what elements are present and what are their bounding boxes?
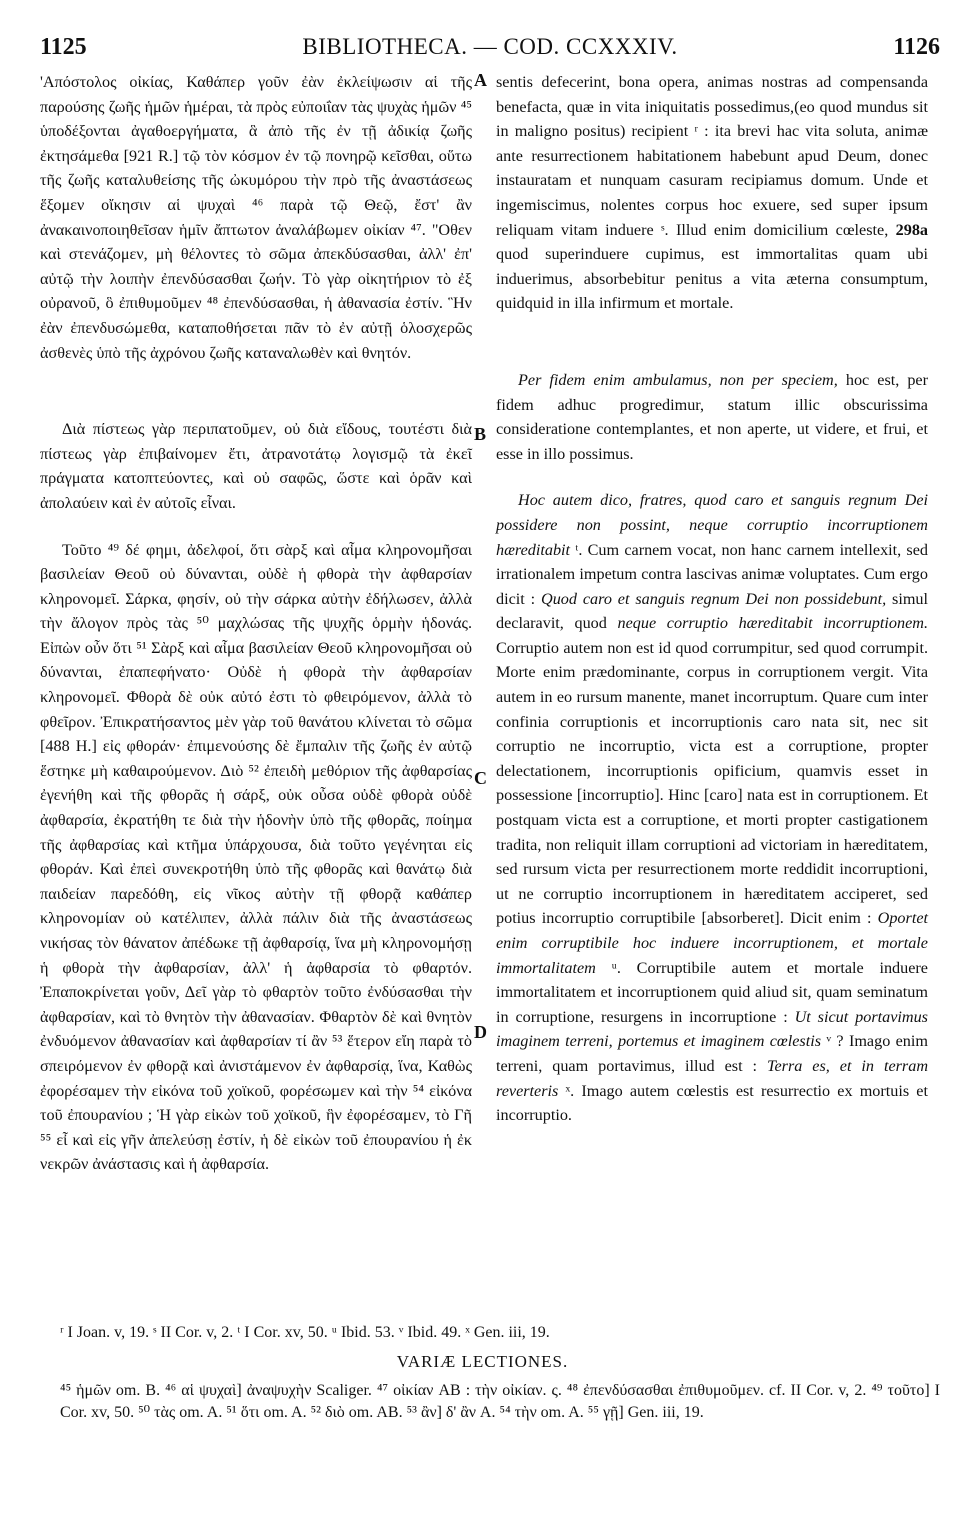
- latin-p2-quote: Per fidem enim ambulamus, non per speciem,: [518, 370, 838, 389]
- latin-p3-quote-5: Ut sicut portavimus imaginem terreni, portemus et imaginem cœlestis: [496, 1007, 928, 1051]
- latin-p3-text-1: ᵗ. Cum carnem vocat, non hanc carnem intellexit, sed irrationalem impetum contra lascivas animæ voluptates. Cum ergo dicit :: [496, 540, 928, 608]
- latin-p3-quote-3: neque corruptio hæreditabit incorruptionem.: [617, 614, 929, 633]
- latin-p3-text-6: ˣ. Imago autem cœlestis est resurrectio ex mortuis et incorruptio.: [496, 1081, 928, 1125]
- latin-p3-quote-6: Terra es, et in terram reverteris: [496, 1056, 929, 1100]
- page-header: [40, 34, 940, 64]
- running-title: BIBLIOTHECA. — COD. CCXXXIV.: [302, 34, 678, 59]
- folio-number: 298a: [895, 220, 929, 239]
- latin-p3-quote-4: Oportet enim corruptibile hoc induere incorruptionem, et mortale immortalitatem: [496, 909, 928, 977]
- variae-lectiones-notes: ⁴⁵ ἡμῶν om. B. ⁴⁶ αἱ ψυχαὶ] ἀναψυχὴν Scaliger. ⁴⁷ οἰκίαν AB : τὴν οἰκίαν. ς. ⁴⁸ ἐπενδύσασθαι ἐπιθυμοῦμεν. cf. II Cor. v, 2. ⁴⁹ τοῦτο] I Cor. xv, 50. ⁵⁰ τὰς om. A. ⁵¹ ὅτι om. A. ⁵² διὸ om. AB. ⁵³ ἂν] δ' ἂν A. ⁵⁴ τὴν om. A. ⁵⁵ γῇ] Gen. iii, 19.: [60, 1382, 940, 1421]
- latin-p1-text: sentis defecerint, bona opera, animas nostras ad compensanda benefacta, quæ in vita iniquitatis possedimus,(eo quod mundus sit in maligno positus) recipient ʳ : ita brevi hac vita soluta, animæ ante resurrectionem habitationem habebunt apud Deum, donec instauratam et nunquam casuram recipiamus domum. Unde et ingemiscimus, nolentes corpus hoc exuere, sed super ipsum reliquam vitam induere ˢ. Illud enim domicilium cœleste,: [496, 73, 928, 239]
- right-page-number: 1126: [893, 34, 940, 60]
- latin-p3-text-5: ᵛ ? Imago enim terreni, quam portavimus, illud est :: [496, 1032, 928, 1075]
- variae-lectiones-heading: VARIÆ LECTIONES.: [396, 1352, 569, 1371]
- greek-paragraph-1: 'Απόστολος οἰκίας, Καθάπερ γοῦν ἐὰν ἐκλείψωσιν αἱ τῆς παρούσης ζωῆς ἡμῶν ἡμέραι, τὰ πρὸς εὐποιΐαν τὰς ψυχὰς ἡμῶν ⁴⁵ ὑποδέξονται ἀγαθοεργήματα, ἃ ἀπὸ τῆς ἐν τῇ ἀδικίᾳ ζωῆς ἐκτησάμεθα [921 R.] τῷ τὸν κόσμον ἐν τῷ πονηρῷ κεῖσθαι, οὕτω τῆς ζωῆς καταλυθείσης τῆς ὠκυμόρου τὴν πρὸ τῆς ἀναστάσεως ἕξομεν οἴκησιν αἱ ψυχαὶ ⁴⁶ παρὰ τῷ Θεῷ, ἔστ' ἂν ἀνακαινοποιηθεῖσαν ἡμῖν ἄπτωτον ἀναλάβωμεν οἰκίαν ⁴⁷. "Οθεν καὶ στενάζομεν, μὴ θέλοντες τὸ σῶμα ἀπεκδύσασθαι, ἀλλ' ἐπ' αὐτῷ τὴν λοιπὴν ἐπενδύσασθαι ζωήν. Τὸ γὰρ οἰκητήριον τὸ ἐξ οὐρανοῦ, ὃ ἐπιθυμοῦμεν ⁴⁸ ἐπενδύσασθαι, ἡ ἀθανασία ἐστίν. Ἣν ἐὰν ἐπενδυσώμεθα, καταποθήσεται πᾶν τὸ ἐν αὐτῇ ὁλοσχερῶς ἀσθενὲς ὑπὸ τῆς ἀχρόνου ζωῆς καταναλωθὲν καὶ θνητόν.: [40, 73, 472, 362]
- latin-paragraph-3: [496, 488, 928, 1127]
- latin-p3-text-2: simul declaravit, quod: [496, 589, 929, 633]
- latin-p3-text-3: Corruptio autem non est id quod corrumpitur, sed quod corrumpit. Morte enim prædominante, corpus in corruptionem vergit. Vita autem in eo rursum manente, manet incorruptum. Quare cum inter confinia corruptionis et incorruptionis caro nata sit, nec sit corruptio ne incorruptio, victa est a corruptione, propter delectationem, incorruptionis opificium, quamvis esset in possessione [incorruptio]. Hinc [caro] nata est in corruptionem. Et postquam victa est a corruptione, et morti propter castigationem tradita, non reliquit illam corruptioni ad victoriam in hæreditatem, sed rursum victa per resurrectionem morte reddidit incorruptioni, ut ne corruptio incorruptionem in hæreditatem acciperet, sed potius incorruptio corruptibile [absorberet]. Dicit enim :: [496, 638, 928, 928]
- greek-paragraph-3: Τοῦτο ⁴⁹ δέ φημι, ἀδελφοί, ὅτι σὰρξ καὶ αἷμα κληρονομῆσαι βασιλείαν Θεοῦ οὐ δύνανται, οὐδὲ ἡ φθορὰ τὴν ἀφθαρσίαν κληρονομεῖ. Σάρκα, φησίν, οὐ τὴν σάρκα αὐτὴν ἐδήλωσεν, ἀλλὰ τὴν ἄλογον πρὸς τὰς ⁵⁰ μαχλώσας τῆς ψυχῆς ὁρμὴν ἡδονάς. Εἰπὼν οὖν ὅτι ⁵¹ Σὰρξ καὶ αἷμα βασιλείαν Θεοῦ κληρονομῆσαι οὐ δύνανται, ἐπαπεφήνατο· Οὐδὲ ἡ φθορὰ τὴν ἀφθαρσίαν κληρονομεῖ. Φθορὰ δὲ οὐκ αὐτό ἐστι τὸ φθειρόμενον, ἀλλὰ τὸ φθεῖρον. Ἐπικρατήσαντος μὲν γὰρ τοῦ θανάτου κλίνεται τὸ σῶμα [488 H.] εἰς φθοράν· ἐπιμενούσης δὲ ἔμπαλιν τῆς ζωῆς ἐν αὐτῷ ἕστηκε μὴ καθαιρούμενον. Διὸ ⁵² ἐπειδὴ μεθόριον τῆς ἀφθαρσίας ἐγενήθη καὶ τῆς φθορᾶς ἡ σάρξ, οὐκ οὖσα οὐδὲ φθορὰ οὐδὲ ἀφθαρσία, ἐκρατήθη τε διὰ τὴν ἡδονὴν ὑπὸ τῆς φθορᾶς, ποίημα τῆς ἀφθαρσίας καὶ κτῆμα ὑπάρχουσα, διὰ τοῦτο γεγένηται εἰς φθοράν. Καὶ ἐπεὶ συνεκροτήθη ὑπὸ τῆς φθορᾶς καὶ θανάτῳ διὰ παιδείαν παρεδόθη, εἰς νῖκος αὐτὴν τῇ φθορᾷ καθάπερ κληρονομίαν οὐ κατέλιπεν, ἀλλὰ πάλιν διὰ τῆς ἀναστάσεως νικήσας τὸν θάνατον ἀπέδωκε τῇ ἀφθαρσίᾳ, ἵνα μὴ κληρονομήσῃ ἡ φθορὰ τὴν ἀφθαρσίαν, ἀλλ' ἡ ἀφθαρσία τὸ φθαρτόν. Ἐπαποκρίνεται γοῦν, Δεῖ γὰρ τὸ φθαρτὸν τοῦτο ἐνδύσασθαι τὴν ἀφθαρσίαν, καὶ τὸ θνητὸν τὴν ἀθανασίαν. Φθαρτὸν δὲ καὶ θνητὸν ἐνδυόμενον ἀθανασίαν καὶ ἀφθαρσίαν τί ἂν ⁵³ ἕτερον εἴη παρὰ τὸ σπειρόμενον ἐν φθορᾷ καὶ ἀνιστάμενον ἐν ἀφθαρσίᾳ, ἵνα, Καθὼς ἐφορέσαμεν τὴν εἰκόνα τοῦ χοϊκοῦ, φορέσωμεν καὶ τὴν ⁵⁴ εἰκόνα τοῦ ἐπουρανίου ; Ἡ γὰρ εἰκὼν τοῦ χοϊκοῦ, ἣν ἐφορέσαμεν, τὸ Γῆ ⁵⁵ εἶ καὶ εἰς γῆν ἀπελεύσῃ ἐστίν, ἡ δὲ εἰκὼν τοῦ ἐπουρανίου ἡ ἐκ νεκρῶν ἀνάστασις καὶ ἡ ἀφθαρσία.: [40, 540, 472, 1174]
- greek-paragraph-2: Διὰ πίστεως γὰρ περιπατοῦμεν, οὐ διὰ εἴδους, τουτέστι διὰ πίστεως γὰρ ἐπιβαίνομεν ἔτι, ἀτρανοτάτῳ λογισμῷ τὰ ἐκεῖ πράγματα κατοπτεύοντες, καὶ οὐ σαφῶς, ὥστε καὶ ὁρᾶν καὶ ἀπολαύειν καὶ ἐν αὐτοῖς εἶναι.: [40, 420, 472, 512]
- margin-marker-b: B: [474, 424, 487, 444]
- latin-paragraph-1: [496, 70, 928, 316]
- latin-p1-end: quod superinduere cupimus, est immortalitas quam ubi induerimus, absorbebitur penitus a vita æterna consumptum, quidquid in illa infirmum et mortale.: [496, 245, 928, 313]
- left-page-number: 1125: [40, 34, 87, 60]
- latin-paragraph-2: [496, 368, 928, 466]
- scripture-references: ʳ I Joan. v, 19. ˢ II Cor. v, 2. ᵗ I Cor. xv, 50. ᵘ Ibid. 53. ᵛ Ibid. 49. ˣ Gen. iii, 19.: [60, 1324, 550, 1341]
- greek-column: [40, 70, 472, 1177]
- latin-p3-quote-1: Hoc autem dico, fratres, quod caro et sanguis regnum Dei possidere non possint, neque corruptio incorruptionem hæreditabit: [496, 491, 928, 559]
- latin-p2-text: hoc est, per fidem adhuc progredimur, statum illic obscurissima consideratione contemplantes, et non aperte, ut videre, et frui, et esse in illo possimus.: [496, 370, 928, 463]
- latin-p3-quote-2: Quod caro et sanguis regnum Dei non possidebunt,: [541, 589, 887, 608]
- latin-column: [496, 70, 928, 1128]
- margin-marker-a: A: [474, 70, 487, 90]
- margin-marker-c: C: [474, 768, 487, 788]
- margin-marker-d: D: [474, 1022, 487, 1042]
- latin-p3-text-4: ᵘ. Corruptibile autem et mortale induere immortalitatem et incorruptionem quid aliud sit, quam seminatum in corruptione, resurgens in incorruptione :: [496, 958, 928, 1026]
